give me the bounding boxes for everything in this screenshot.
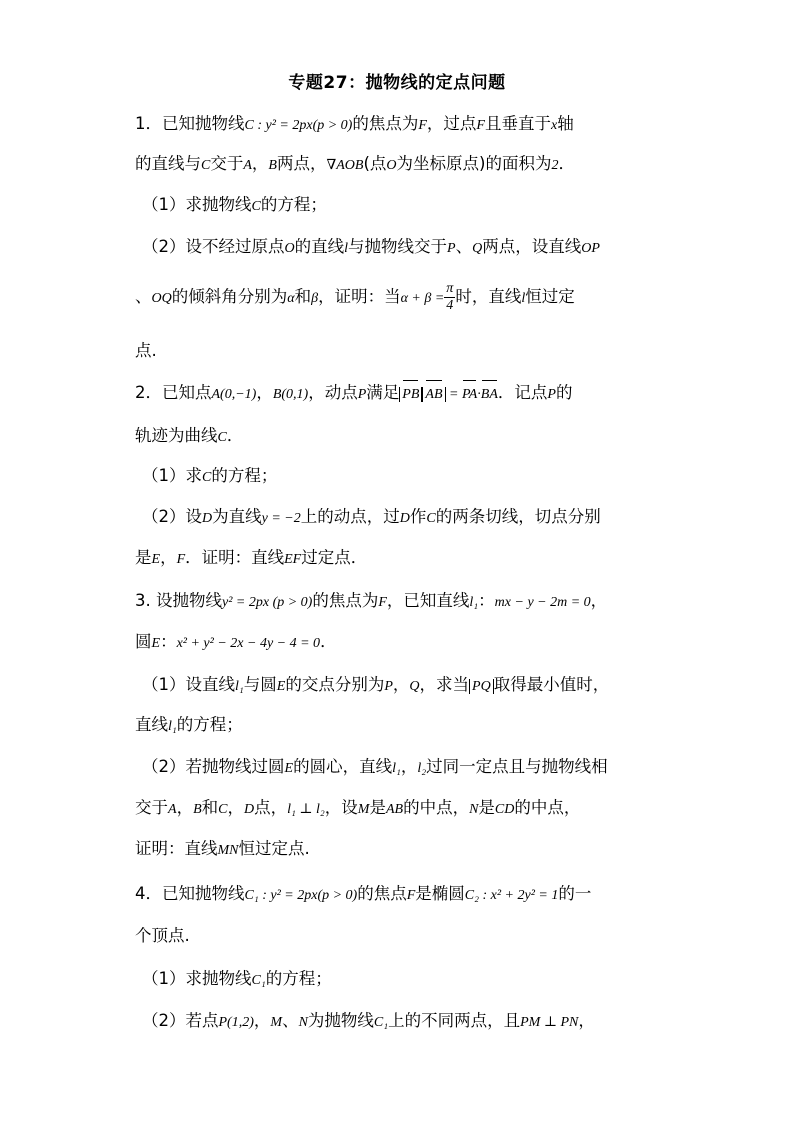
text: 4．已知抛物线 [135,884,245,903]
text: 是 [369,798,386,817]
text: 的焦点为 [352,114,419,133]
text: （1）求抛物线 [142,195,252,214]
formula: F [476,118,485,133]
formula: O [284,241,295,256]
formula: C : y² = 2px(p > 0) [244,118,353,133]
formula: EF [284,552,302,567]
formula: 2 [551,158,559,173]
formula: E [151,552,161,567]
text: 个顶点. [135,926,190,945]
formula: P [547,387,556,402]
page-title: 专题27：抛物线的定点问题 [288,73,506,93]
formula: y = −2 [261,511,301,526]
p3-line-1 [135,589,675,615]
text: ，证明：当 [318,287,401,306]
text: ， [160,548,177,567]
text: ， [400,757,418,776]
formula: E [276,679,286,694]
formula: O [386,158,397,173]
text: 时，直线 [455,287,522,306]
fraction-denominator: 4 [446,298,454,313]
formula: C₂ : x² + 2y² = 1 [464,888,559,903]
text: 作 [409,507,427,526]
text: ．证明：直线 [185,548,285,567]
text: 与抛物线交于 [348,237,448,256]
text: 的交点分别为 [285,675,385,694]
text: 的焦点为 [312,591,379,610]
text: 的 [555,383,573,402]
text: 、 [135,287,152,306]
text: 是椭圆 [415,884,465,903]
formula: A(0,−1) [211,387,257,402]
text: 、 [282,1011,299,1030]
formula: P [384,679,393,694]
formula: l [344,241,349,256]
text: 圆 [135,632,152,651]
formula: P(1,2) [218,1015,254,1030]
text: 的圆心，直线 [293,757,393,776]
text: 与圆 [243,675,277,694]
formula: B [268,158,277,173]
formula: N [469,802,479,817]
formula: PM ⊥ PN [520,1015,579,1030]
formula: l₁ [392,761,401,776]
formula: β [311,291,319,306]
formula: D [202,511,213,526]
formula: l₁ [168,719,177,734]
text: 交于 [135,798,168,817]
p4-question-2 [142,1009,682,1035]
text: ．记点 [497,383,548,402]
formula: F [176,552,186,567]
formula: CD [494,802,515,817]
text: （1）设直线 [142,675,235,694]
text: ， [256,383,273,402]
formula: C₁ [251,973,266,988]
formula: C [218,802,228,817]
text: 和 [201,798,219,817]
formula: Q [472,241,483,256]
formula: C₁ [373,1015,389,1030]
text: 是 [478,798,495,817]
formula [399,387,422,402]
formula: B(0,1) [272,387,309,402]
text: 的一 [558,884,592,903]
text: 证明：直线 [135,839,218,858]
text: ： [160,632,177,651]
formula: C [251,199,261,214]
p1-line-5 [135,281,675,314]
text: （1）求抛物线 [142,969,252,988]
formula: A [243,158,252,173]
text: 为坐标原点)的面积为 [396,154,552,173]
text: ． [226,426,244,445]
p1-question-1 [142,193,682,219]
p4-line-1 [135,882,675,908]
formula: x² + y² − 2x − 4y − 4 = 0 [176,636,321,651]
formula: M [357,802,370,817]
p1-question-2 [142,235,682,261]
formula: l [521,291,526,306]
text: 3. 设抛物线 [135,591,222,610]
text: 交于 [210,154,244,173]
formula: D [399,511,410,526]
p3-line-2 [135,630,675,656]
text: 点， [254,798,288,817]
p2-question-1 [142,464,682,490]
formula: ∇AOB [326,158,364,173]
text: 的直线 [294,237,345,256]
formula: l₁ [235,679,244,694]
text: 、 [455,237,473,256]
text: 的方程； [211,466,278,485]
text: ： [478,591,495,610]
formula: F [406,888,416,903]
vector: BA [481,383,498,407]
vector: PB [402,383,419,407]
text: 为抛物线 [307,1011,374,1030]
text: ，设 [324,798,358,817]
formula: PQ [469,679,494,694]
p3-question-2 [142,755,682,781]
formula: M [270,1015,283,1030]
text: 轴 [557,114,574,133]
text: ， [578,1011,595,1030]
text: 的方程； [260,195,327,214]
text: 过定点． [301,548,368,567]
text: ． [320,632,337,651]
text: 上的动点，过 [300,507,400,526]
formula: P [357,387,367,402]
p3-line-7 [135,837,675,863]
text: ，求当 [419,675,470,694]
text: 恒过定 [525,287,575,306]
text: 1．已知抛物线 [135,114,245,133]
text: 是 [135,548,152,567]
vector: PA [462,383,477,407]
text: ． [558,154,575,173]
text: 为直线 [212,507,262,526]
fraction [444,281,455,314]
text: 满足 [366,383,400,402]
text: 的倾斜角分别为 [171,287,288,306]
formula: C [201,158,211,173]
text: 轨迹为曲线 [135,426,218,445]
text: （2）设 [142,507,202,526]
formula: x [550,118,558,133]
formula: AB [385,802,404,817]
text: 上的不同两点，且 [388,1011,521,1030]
fraction-numerator: π [446,281,454,296]
text: 的焦点 [357,884,407,903]
text: ， [251,154,269,173]
text: （2）设不经过原点 [142,237,285,256]
formula: mx − y − 2m = 0 [494,595,591,610]
formula: α + β = [400,291,445,306]
formula: D [243,802,255,817]
formula: A [168,802,177,817]
formula: F [378,595,387,610]
p3-line-6 [135,796,675,822]
formula: l₁ [469,595,479,610]
p4-line-2 [135,924,675,948]
formula: · [477,387,481,402]
formula: P [447,241,456,256]
formula: C₁ : y² = 2px(p > 0) [244,888,358,903]
text: 的直线与 [135,154,201,173]
formula: C [217,430,227,445]
formula: MN [217,843,239,858]
formula: OQ [151,291,172,306]
text: 2．已知点 [135,383,212,402]
text: 取得最小值时， [493,675,610,694]
formula [422,387,445,402]
p1-line-6 [135,339,675,363]
text: 的中点， [514,798,581,817]
text: （2）若抛物线过圆 [142,757,285,776]
p3-line-4 [135,713,675,739]
p3-question-1 [142,673,682,699]
text: 直线 [135,715,168,734]
formula: = [445,387,462,402]
formula: C [202,470,212,485]
text: 点. [135,341,157,360]
text: 恒过定点. [238,839,310,858]
formula: E [151,636,161,651]
formula: α [287,291,295,306]
p4-question-1 [142,967,682,993]
formula: y² = 2px (p > 0) [222,595,313,610]
text: 过同一定点且与抛物线相 [426,757,608,776]
p1-line-2 [135,152,675,178]
p2-question-2 [142,505,682,531]
text: ， [253,1011,271,1030]
formula: B [193,802,202,817]
text: 的方程； [176,715,243,734]
text: ， [176,798,194,817]
text: （2）若点 [142,1011,219,1030]
formula: E [284,761,294,776]
text: 的两条切线，切点分别 [435,507,601,526]
text: （1）求 [142,466,202,485]
p2-line-2 [135,424,675,450]
formula: F [418,118,427,133]
text: 两点， [276,154,327,173]
text: 且垂直于 [484,114,551,133]
formula: C [426,511,436,526]
formula: Q [409,679,420,694]
formula: OP [581,241,600,256]
text: ， [590,591,608,610]
text: ，过点 [426,114,477,133]
text: ，已知直线 [386,591,470,610]
text: 的中点， [403,798,470,817]
text: ， [392,675,410,694]
vector: AB [425,383,442,407]
formula: N [298,1015,308,1030]
formula: l₂ [417,761,427,776]
text: 和 [294,287,312,306]
p2-line-1 [135,381,675,407]
text: 的方程； [265,969,332,988]
formula: l₁ ⊥ l₂ [287,802,325,817]
text: ， [227,798,244,817]
text: (点 [363,154,387,173]
text: 两点，设直线 [482,237,582,256]
p2-line-6 [135,546,675,572]
text: ，动点 [308,383,358,402]
p1-line-1 [135,112,675,138]
